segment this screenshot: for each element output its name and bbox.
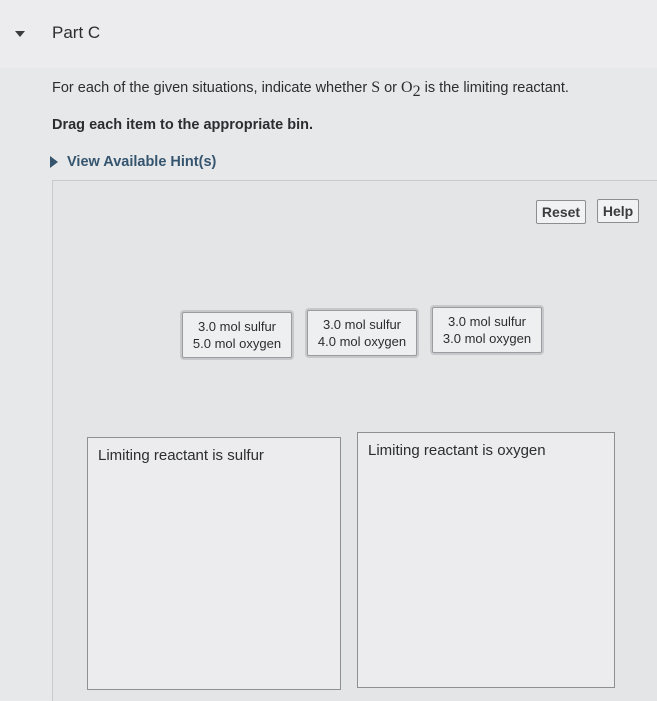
drag-item-sulfur-amount: 3.0 mol sulfur: [322, 317, 402, 332]
view-hints-link[interactable]: [50, 154, 216, 170]
part-header: [0, 0, 657, 68]
drag-item[interactable]: [432, 307, 542, 353]
drag-item[interactable]: [307, 310, 417, 356]
question-text: [52, 79, 569, 101]
view-hints-label: View Available Hint(s): [67, 154, 217, 170]
reset-button[interactable]: Reset: [536, 200, 586, 224]
drag-item-sulfur-amount: 3.0 mol sulfur: [197, 319, 277, 334]
drag-item-oxygen-amount: 4.0 mol oxygen: [317, 334, 407, 349]
question-suffix: is the limiting reactant.: [420, 80, 569, 96]
question-prefix: For each of the given situations, indicate whether: [52, 80, 372, 96]
bin-sulfur-limiting[interactable]: [87, 437, 341, 690]
drag-item[interactable]: [182, 312, 292, 358]
instruction-text: Drag each item to the appropriate bin.: [52, 117, 314, 133]
drag-item-oxygen-amount: 3.0 mol oxygen: [442, 331, 532, 346]
bin-label: Limiting reactant is sulfur: [98, 447, 264, 464]
question-conjunction: or: [380, 80, 402, 96]
oxygen-symbol: O: [401, 79, 413, 96]
bin-label: Limiting reactant is oxygen: [368, 442, 546, 459]
caret-down-icon[interactable]: [10, 24, 30, 44]
help-button[interactable]: Help: [597, 199, 639, 223]
drag-item-oxygen-amount: 5.0 mol oxygen: [192, 336, 282, 351]
drag-item-sulfur-amount: 3.0 mol sulfur: [447, 314, 527, 329]
oxygen-subscript: 2: [412, 82, 421, 100]
sulfur-symbol: S: [371, 79, 381, 96]
part-title: Part C: [52, 23, 101, 42]
caret-right-icon: [50, 156, 58, 168]
bin-oxygen-limiting[interactable]: [357, 432, 615, 688]
